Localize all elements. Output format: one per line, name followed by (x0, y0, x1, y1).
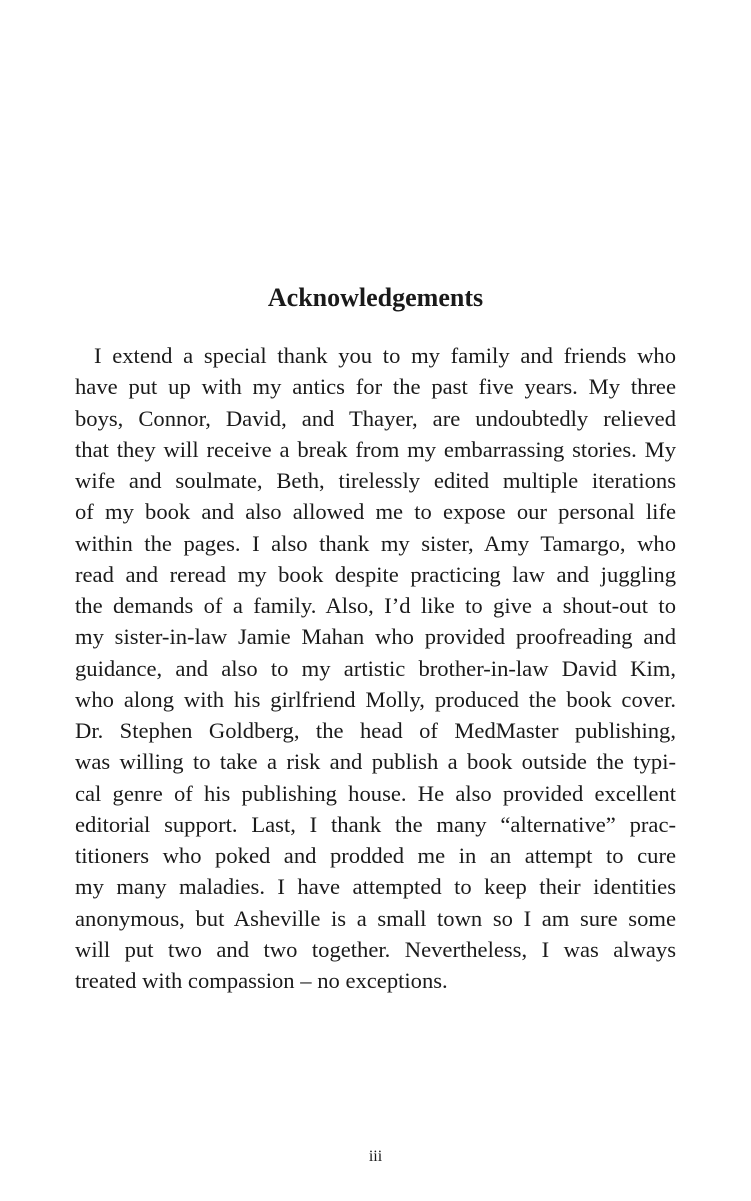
text-line: I extend a special thank you to my family and friends who (94, 343, 676, 368)
text-line: Dr. Stephen Goldberg, the head of MedMaster publishing, (75, 718, 676, 743)
acknowledgements-paragraph (75, 340, 676, 996)
page-number: iii (368, 1148, 383, 1165)
text-line: titioners who poked and prodded me in an attempt to cure (75, 843, 676, 868)
text-line: cal genre of his publishing house. He also provided excellent (75, 780, 676, 806)
text-line: my many maladies. I have attempted to keep their identities (75, 874, 676, 900)
text-line: the demands of a family. Also, I’d like to give a shout-out to (75, 593, 676, 618)
text-line: within the pages. I also thank my sister, Amy Tamargo, who (75, 530, 676, 556)
text-line: have put up with my antics for the past five years. My three (75, 374, 676, 400)
text-line: of my book and also allowed me to expose our personal life (75, 499, 676, 525)
text-line: read and reread my book despite practicing law and juggling (75, 561, 676, 587)
text-line: will put two and two together. Nevertheless, I was always (75, 936, 676, 962)
text-line: that they will receive a break from my embarrassing stories. My (75, 436, 676, 462)
text-line: treated with compassion – no exceptions. (75, 968, 448, 993)
text-line: guidance, and also to my artistic brother-in-law David Kim, (75, 655, 676, 681)
text-line: was willing to take a risk and publish a book outside the typi- (75, 749, 676, 775)
text-line: who along with his girlfriend Molly, produced the book cover. (75, 686, 676, 712)
text-line: boys, Connor, David, and Thayer, are undoubtedly relieved (75, 405, 676, 431)
page-title: Acknowledgements (267, 283, 484, 312)
text-line: editorial support. Last, I thank the many “alternative” prac- (75, 811, 676, 837)
text-line: anonymous, but Asheville is a small town so I am sure some (75, 905, 676, 931)
text-line: wife and soulmate, Beth, tirelessly edited multiple iterations (75, 468, 676, 493)
text-line: my sister-in-law Jamie Mahan who provided proofreading and (75, 624, 676, 650)
